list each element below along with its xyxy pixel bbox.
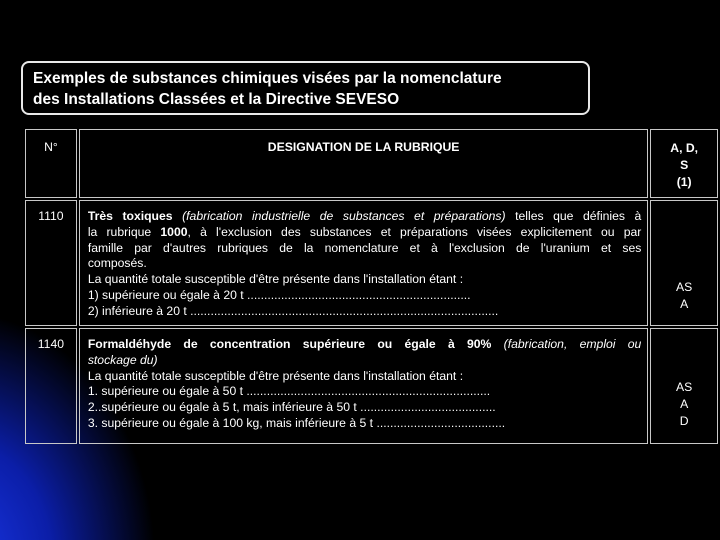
designation-intro: (fabrication industrielle de substances et préparations)	[172, 209, 506, 223]
header-num: N°	[44, 140, 58, 154]
designation-intro: (fabrication, emploi ou	[491, 337, 642, 351]
designation-line: Très toxiques (fabrication industrielle de substances et préparations) telles que définies à	[87, 209, 642, 223]
header-class-cell	[650, 129, 718, 198]
row-designation	[80, 329, 648, 432]
designation-line: composés.	[87, 256, 147, 271]
header-designation: DESIGNATION DE LA RUBRIQUE	[267, 140, 460, 154]
designation-line: La quantité totale susceptible d'être présente dans l'installation étant :	[87, 272, 464, 287]
row-class	[651, 201, 717, 313]
class-value: AS	[676, 380, 693, 394]
row-class-cell	[650, 200, 718, 326]
threshold-line: 1. supérieure ou égale à 50 t ........................................................................	[87, 384, 491, 399]
row-num-cell	[25, 328, 77, 444]
row-num: 1110	[38, 209, 64, 223]
table-row	[25, 328, 718, 444]
rubrique-table	[23, 127, 720, 446]
designation-line: la rubrique 1000, à l'exclusion des substances et préparations visées explicitement ou par	[87, 224, 642, 239]
header-class	[651, 130, 717, 191]
class-value: D	[679, 414, 689, 428]
header-num-cell	[25, 129, 77, 198]
substance-name: Formaldéhyde de concentration supérieure ou égale à 90%	[87, 337, 492, 351]
header-class-line-1: A, D,	[670, 141, 699, 155]
designation-line: famille par d'autres rubriques de la nomenclature et à l'exclusion de l'uranium et ses	[87, 240, 642, 255]
row-designation	[80, 201, 648, 320]
title-box	[21, 61, 590, 115]
designation-line	[88, 337, 642, 353]
substance-name: Très toxiques	[87, 209, 173, 223]
title-line-2: des Installations Classées et la Directive SEVESO	[33, 91, 400, 108]
table-row	[25, 200, 718, 326]
threshold-line: 2..supérieure ou égale à 5 t, mais inférieure à 50 t ........................................	[87, 400, 496, 415]
header-class-line-2: S	[680, 158, 689, 172]
table-header-row	[25, 129, 718, 198]
threshold-line: 3. supérieure ou égale à 100 kg, mais inférieure à 5 t ......................................	[87, 415, 506, 430]
header-designation-cell	[79, 129, 649, 198]
row-class	[651, 329, 717, 430]
row-num-cell	[25, 200, 77, 326]
class-value: A	[680, 297, 689, 311]
rubrique-reference: 1000	[160, 224, 188, 239]
row-class-cell	[650, 328, 718, 444]
row-designation-cell	[79, 328, 649, 444]
class-value: A	[680, 397, 689, 411]
row-designation-cell	[79, 200, 649, 326]
header-class-line-3: (1)	[676, 175, 692, 189]
designation-line: stockage du)	[87, 352, 158, 367]
row-num: 1140	[37, 337, 65, 351]
threshold-line: 2) inférieure à 20 t ...........................................................................................	[87, 303, 499, 318]
designation-line: La quantité totale susceptible d'être présente dans l'installation étant :	[87, 368, 464, 383]
threshold-line: 1) supérieure ou égale à 20 t ..................................................................	[87, 287, 471, 302]
class-value: AS	[676, 280, 693, 294]
title-line-1: Exemples de substances chimiques visées par la nomenclature	[33, 70, 502, 87]
